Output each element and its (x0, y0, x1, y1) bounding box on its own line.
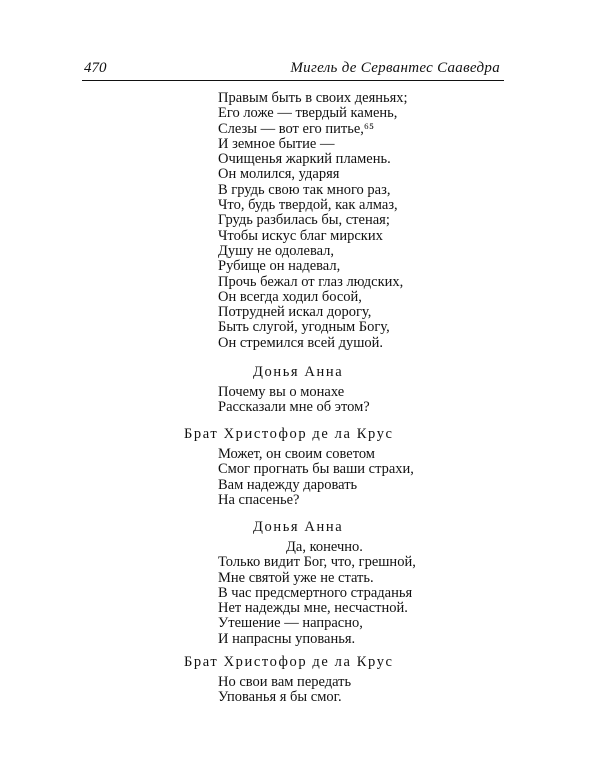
verse-line: Да, конечно. (286, 539, 363, 555)
verse-line: Он стремился всей душой. (218, 334, 384, 351)
verse-line: Чтобы искус благ мирских (218, 227, 383, 244)
verse-line: Рубище он надевал, (218, 258, 341, 275)
verse-line: Очищенья жаркий пламень. (218, 151, 391, 168)
running-head: Мигель де Сервантес Сааведра (290, 60, 500, 76)
verse-line: Грудь разбилась бы, стеная; (218, 212, 390, 229)
verse-line: Рассказали мне об этом? (218, 399, 370, 416)
verse-line: В грудь свою так много раз, (218, 181, 391, 198)
page-header (82, 60, 504, 81)
speaker-name: Донья Анна (253, 364, 344, 380)
verse-block-2 (218, 385, 370, 416)
verse-line: Слезы — вот его питье,⁶⁵ (218, 120, 375, 137)
verse-line: Упованья я бы смог. (218, 689, 342, 706)
verse-line: Нет надежды мне, несчастной. (218, 600, 408, 617)
verse-line: Только видит Бог, что, грешной, (218, 554, 416, 571)
verse-line: И напрасны упованья. (218, 630, 356, 647)
verse-line: И земное бытие — (218, 135, 335, 152)
verse-block-3 (218, 447, 414, 508)
verse-line: Утешение — напрасно, (218, 615, 363, 632)
verse-line: Что, будь твердой, как алмаз, (218, 197, 398, 214)
speaker-name: Донья Анна (253, 519, 344, 535)
verse-line: В час предсмертного страданья (218, 584, 413, 601)
verse-line: Потрудней искал дорогу, (218, 304, 372, 321)
verse-block-4 (218, 540, 416, 647)
speaker-name: Брат Христофор де ла Крус (184, 654, 394, 670)
speaker-name: Брат Христофор де ла Крус (184, 426, 394, 442)
verse-line: Прочь бежал от глаз людских, (218, 273, 404, 290)
verse-line: Может, он своим советом (218, 446, 375, 462)
verse-block-5 (218, 675, 351, 706)
verse-line: Быть слугой, угодным Богу, (218, 319, 390, 336)
verse-line: Его ложе — твердый камень, (218, 105, 398, 122)
verse-line: Но свои вам передать (218, 674, 352, 690)
verse-line: На спасенье? (218, 491, 300, 508)
page-number: 470 (84, 60, 107, 76)
verse-line: Правым быть в своих деяньях; (218, 90, 408, 106)
verse-line: Душу не одолевал, (218, 242, 335, 259)
verse-line: Он молился, ударяя (218, 166, 340, 183)
verse-block-1 (218, 91, 408, 351)
verse-line: Вам надежду даровать (218, 476, 358, 493)
verse-line: Мне святой уже не стать. (218, 569, 374, 586)
verse-line: Почему вы о монахе (218, 384, 345, 400)
verse-line: Он всегда ходил босой, (218, 288, 362, 305)
verse-line: Смог прогнать бы ваши страхи, (218, 461, 414, 478)
